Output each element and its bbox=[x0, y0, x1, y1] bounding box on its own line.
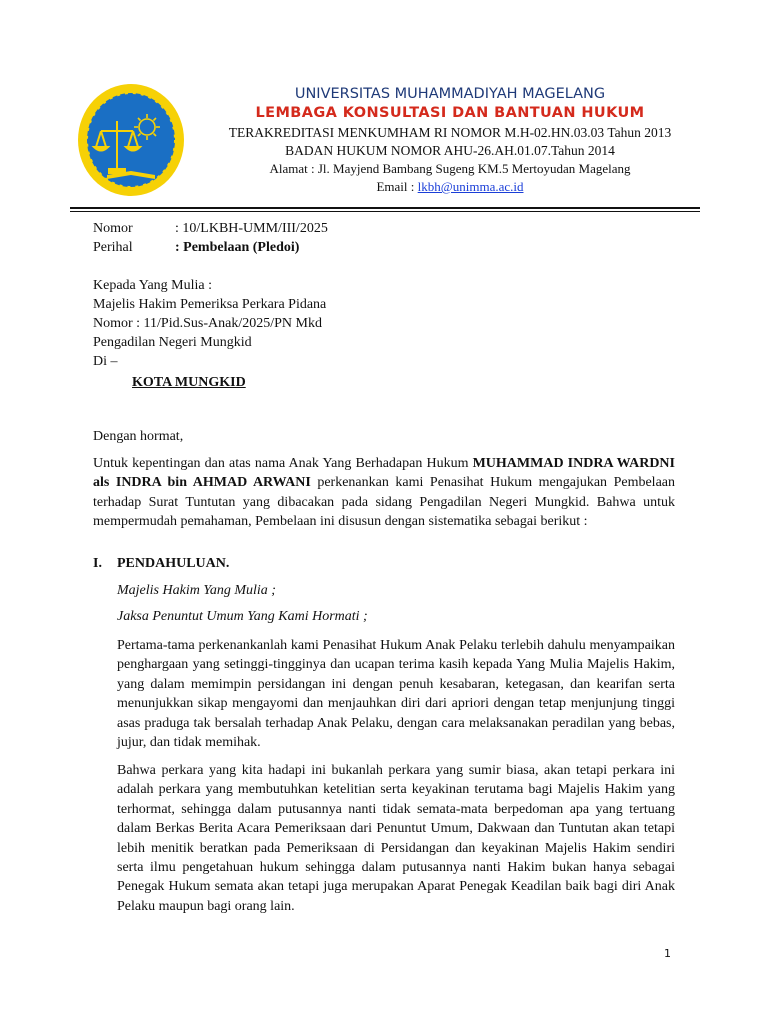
body-paragraph-2: Bahwa perkara yang kita hadapi ini bukanlah perkara yang sumir biasa, akan tetapi perkara ini adalah perkara yang membutuhkan ketelitian serta keyakinan terutama bagi Majelis Hakim yang terhormat, sehingga dalam putusannya nanti tidak semata-mata berpedoman apa yang tertuang dalam Berkas Berita Acara Pemeriksaan dari Penuntut Umum, Dakwaan dan Tuntutan akan tetapi lebih menitik beratkan pada Pemeriksaan di Persidangan dan keyakinan Majelis Hakim sendiri serta ilmu pengetahuan hukum sehingga dalam putusannya nanti Hakim bukan hanya sebagai Penegak Hukum semata akan tetapi juga merupakan Aparat Penegak Keadilan baik bagi diri Anak Pelaku maupun bagi orang lain. bbox=[117, 763, 675, 914]
page-number: 1 bbox=[664, 947, 671, 960]
accreditation-line: TERAKREDITASI MENKUMHAM RI NOMOR M.H-02.HN.03.03 Tahun 2013 bbox=[228, 125, 672, 140]
section-heading bbox=[93, 556, 229, 572]
scales-of-justice-emblem-icon bbox=[77, 83, 185, 197]
section-number: I. bbox=[93, 556, 102, 571]
email-label: Email : bbox=[376, 179, 418, 194]
legal-entity-line: BADAN HUKUM NOMOR AHU-26.AH.01.07.Tahun 2014 bbox=[285, 143, 615, 158]
header-divider-thin bbox=[70, 211, 700, 212]
perihal-row bbox=[93, 238, 299, 257]
perihal-value: : Pembelaan (Pledoi) bbox=[175, 240, 300, 255]
body-paragraph-1: Pertama-tama perkenankanlah kami Penasihat Hukum Anak Pelaku terlebih dahulu menyampaikan penghargaan yang setinggi-tingginya dan ucapan terima kasih kepada Yang Mulia Majelis Hakim, yang dalam memimpin persidangan ini dengan penuh kesabaran, ketegasan, dan kearifan serta menunjukkan sikap mengayomi dan menjauhkan diri dari apriori dengan tetap menjunjung tinggi asas praduga tak bersalah terhadap Anak Pelaku, dengan cara melaksanakan peradilan yang bebas, jujur, dan tidak memihak. bbox=[117, 638, 675, 751]
salutation-prosecutor: Jaksa Penuntut Umum Yang Kami Hormati ; bbox=[117, 609, 368, 624]
section-title: PENDAHULUAN. bbox=[117, 556, 230, 571]
university-name: UNIVERSITAS MUHAMMADIYAH MAGELANG bbox=[294, 86, 606, 102]
intro-paragraph bbox=[93, 454, 675, 532]
nomor-value: : 10/LKBH-UMM/III/2025 bbox=[175, 221, 328, 236]
nomor-label: Nomor bbox=[93, 221, 133, 236]
recipient-line: Pengadilan Negeri Mungkid bbox=[93, 335, 252, 350]
salutation-judges: Majelis Hakim Yang Mulia ; bbox=[117, 583, 276, 598]
greeting: Dengan hormat, bbox=[93, 429, 184, 444]
email-line bbox=[200, 179, 700, 195]
institution-name: LEMBAGA KONSULTASI DAN BANTUAN HUKUM bbox=[255, 105, 645, 121]
intro-text-before: Untuk kepentingan dan atas nama Anak Yang Berhadapan Hukum bbox=[93, 456, 473, 471]
recipient-line: Majelis Hakim Pemeriksa Perkara Pidana bbox=[93, 297, 327, 312]
recipient-city: KOTA MUNGKID bbox=[132, 375, 246, 390]
intro-text-after: perkenankan kami Penasihat Hukum mengajukan Pembelaan terhadap Surat Tuntutan yang dibacakan pada sidang Pengadilan Negeri Mungkid. Bahwa untuk mempermudah pemahaman, Pembelaan ini disusun dengan sistematika sebagai berikut : bbox=[93, 475, 676, 530]
nomor-row bbox=[93, 219, 328, 238]
header-divider-thick bbox=[70, 207, 700, 209]
address-line: Alamat : Jl. Mayjend Bambang Sugeng KM.5 Mertoyudan Magelang bbox=[269, 161, 631, 176]
recipient-line: Nomor : 11/Pid.Sus-Anak/2025/PN Mkd bbox=[93, 316, 322, 331]
recipient-line: Di – bbox=[93, 354, 118, 369]
email-link[interactable]: lkbh@unimma.ac.id bbox=[417, 179, 524, 194]
recipient-line: Kepada Yang Mulia : bbox=[93, 278, 212, 293]
defendant-name: MUHAMMAD INDRA WARDNI als INDRA bin AHMAD ARWANI bbox=[93, 456, 675, 491]
perihal-label: Perihal bbox=[93, 240, 133, 255]
